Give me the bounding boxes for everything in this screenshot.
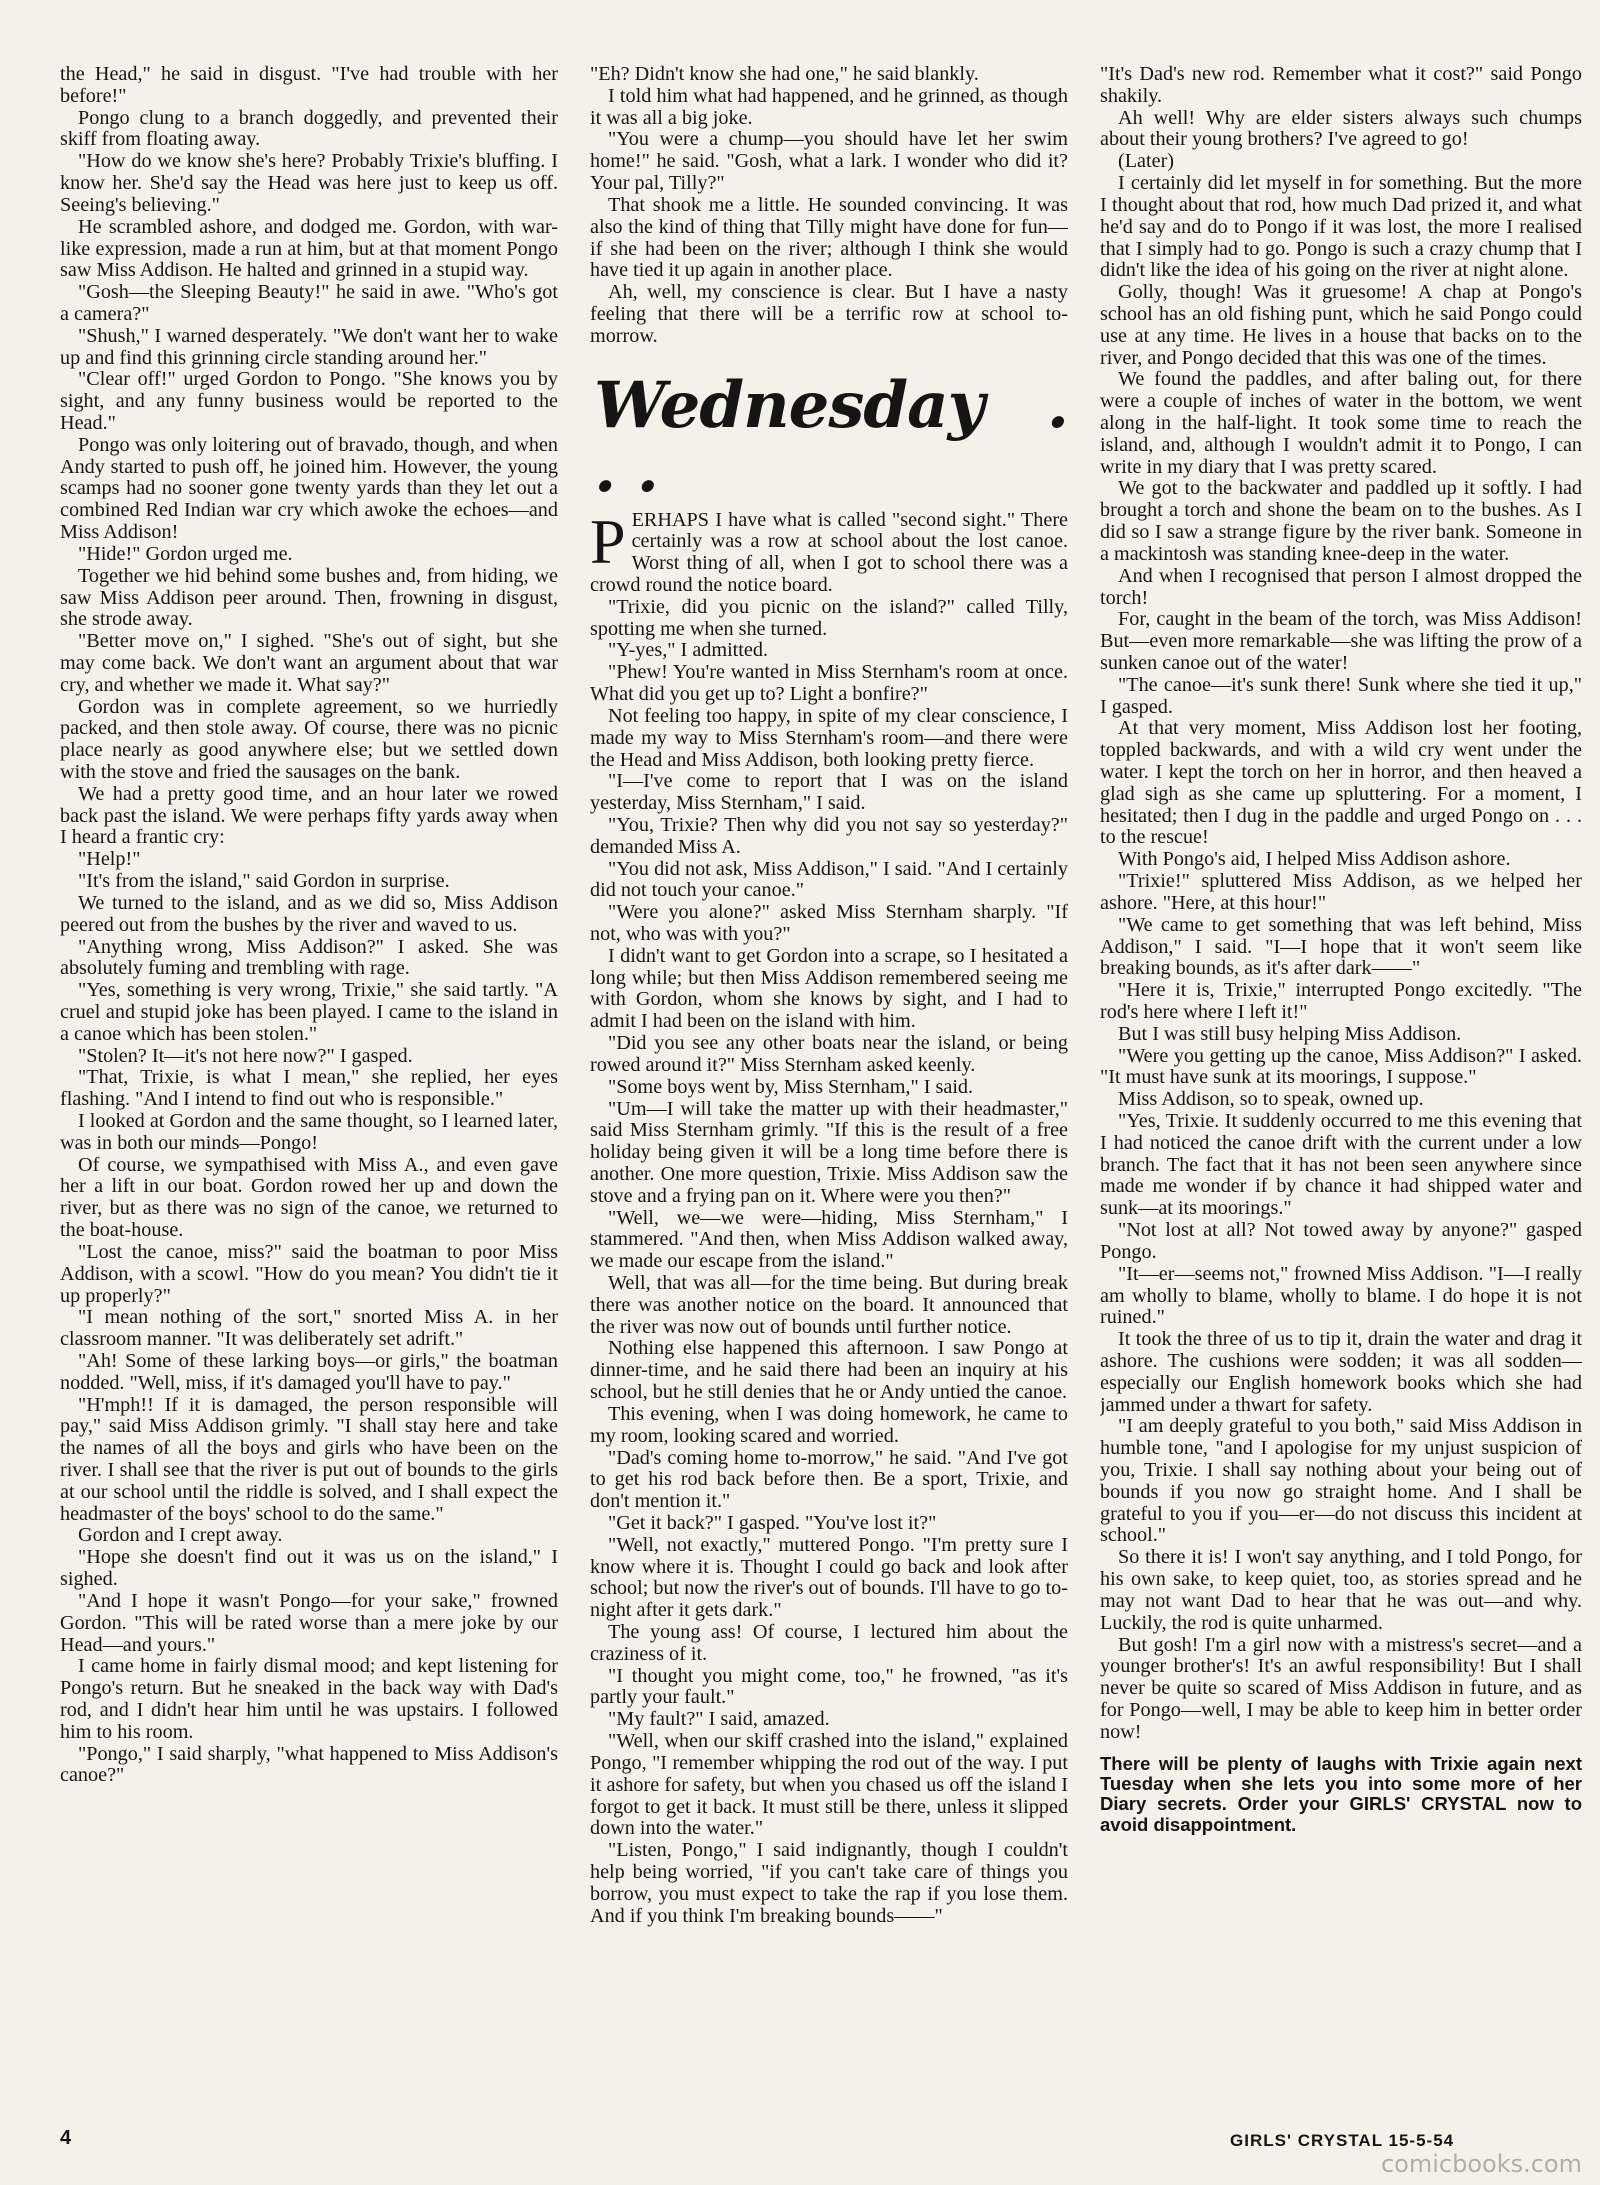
paragraph: Not feeling too happy, in spite of my clear conscience, I made my way to Miss Sternham's room—and there were the Head and Miss Addison, both looking pretty fierce. — [590, 704, 1068, 771]
paragraph: Ah, well, my conscience is clear. But I have a nasty feeling that there will be a terrific row at school to-morrow. — [590, 281, 1068, 347]
paragraph: "Stolen? It—it's not here now?" I gasped. — [78, 1044, 413, 1067]
paragraph: This evening, when I was doing homework, he came to my room, looking scared and worried. — [590, 1402, 1068, 1447]
paragraph: I came home in fairly dismal mood; and kept listening for Pongo's return. But he sneaked in the back way with Dad's rod, and I didn't hear him until he was upstairs. I followed him to his room. — [60, 1655, 558, 1743]
paragraph: That shook me a little. He sounded convincing. It was also the kind of thing that Tilly might have done for fun—if she had been on the river; although I think she would have tied it up again in another place. — [590, 193, 1068, 282]
paragraph: And when I recognised that person I almost dropped the torch! — [1100, 564, 1582, 609]
paragraph: "You did not ask, Miss Addison," I said. "And I certainly did not touch your canoe." — [590, 857, 1068, 902]
paragraph: "The canoe—it's sunk there! Sunk where she tied it up," I gasped. — [1100, 673, 1582, 718]
paragraph: "Gosh—the Sleeping Beauty!" he said in awe. "Who's got a camera?" — [60, 281, 558, 325]
paragraph: Well, that was all—for the time being. But during break there was another notice on the board. It announced that the river was now out of bounds until further notice. — [590, 1272, 1068, 1338]
paragraph: "Um—I will take the matter up with their headmaster," said Miss Sternham grimly. "If this is the result of a free holiday being given it will be a long time before there is another. One more question, Trixie. Miss Addison saw the stove and a frying pan on it. Where were you then?" — [590, 1097, 1068, 1207]
dropcap-letter: P — [590, 505, 626, 577]
paragraph: "I am deeply grateful to you both," said Miss Addison in humble tone, "and I apologise for my unjust suspicion of you, Trixie. I shall say nothing about your being out of bounds if you now go straight home. And I shall be grateful to you if you—er—do not discuss this incident at school." — [1100, 1415, 1582, 1547]
section-heading: Wednesday . . . — [594, 367, 1068, 507]
paragraph: But I was still busy helping Miss Addison. — [1118, 1022, 1462, 1045]
paragraph: "Some boys went by, Miss Sternham," I said. — [608, 1075, 974, 1098]
paragraph: Golly, though! Was it gruesome! A chap at Pongo's school has an old fishing punt, which he said Pongo could use at any time. He lives in a house that backs on to the river, and Pongo decided that this was one of the times. — [1100, 281, 1582, 369]
paragraph: "Hope she doesn't find out it was us on the island," I sighed. — [60, 1546, 558, 1591]
page-number: 4 — [60, 2127, 72, 2149]
paragraph: I certainly did let myself in for something. But the more I thought about that rod, how much Dad prized it, and what he'd say and do to Pongo if it was lost, the more I realised that I simply had to go. Pongo is such a crazy chump that I didn't like the idea of his going on the river at night alone. — [1100, 172, 1582, 282]
paragraph: "Trixie!" spluttered Miss Addison, as we helped her ashore. "Here, at this hour!" — [1100, 870, 1582, 914]
paragraph: "Get it back?" I gasped. "You've lost it?" — [608, 1511, 937, 1534]
paragraph: Nothing else happened this afternoon. I saw Pongo at dinner-time, and he said there had been an inquiry at his school, but he still denies that he or Andy untied the canoe. — [590, 1337, 1068, 1404]
paragraph: But gosh! I'm a girl now with a mistress's secret—and a younger brother's! It's an awful responsibility! But I shall never be quite so scared of Miss Addison in future, and as for Pongo—well, I may be able to keep him in better order now! — [1100, 1633, 1582, 1743]
paragraph: Miss Addison, so to speak, owned up. — [1118, 1088, 1424, 1111]
paragraph: "I mean nothing of the sort," snorted Miss A. in her classroom manner. "It was deliberately set adrift." — [60, 1306, 558, 1351]
paragraph: "Pongo," I said sharply, "what happened to Miss Addison's canoe?" — [60, 1742, 558, 1787]
site-watermark: comicbooks.com — [1380, 2150, 1582, 2178]
paragraph: "Yes, something is very wrong, Trixie," she said tartly. "A cruel and stupid joke has been played. I came to the island in a canoe which has been stolen." — [60, 979, 558, 1045]
paragraph: "Did you see any other boats near the island, or being rowed around it?" Miss Sternham asked keenly. — [590, 1032, 1068, 1076]
paragraph: For, caught in the beam of the torch, was Miss Addison! But—even more remarkable—she was lifting the prow of a sunken canoe out of the water! — [1100, 608, 1582, 674]
paragraph: "Well, we—we were—hiding, Miss Sternham," I stammered. "And then, when Miss Addison walked away, we made our escape from the island." — [590, 1206, 1068, 1273]
paragraph: Gordon and I crept away. — [78, 1524, 283, 1547]
paragraph: He scrambled ashore, and dodged me. Gordon, with war-like expression, made a run at him, but at that moment Pongo saw Miss Addison. He halted and grinned in a stupid way. — [60, 215, 558, 282]
paragraph: "H'mph!! If it is damaged, the person responsible will pay," said Miss Addison grimly. "I shall stay here and take the names of all the boys and girls who have been on the river. I shall see that the river is put out of bounds to the girls at our school until the riddle is solved, and I shall expect the headmaster of the boys' school to do the same." — [60, 1393, 558, 1525]
paragraph: "Shush," I warned desperately. "We don't want her to wake up and find this grinning circle standing around her." — [60, 324, 558, 369]
paragraph: Ah well! Why are elder sisters always such chumps about their young brothers? I've agreed to go! — [1100, 106, 1582, 151]
column-2 — [590, 64, 1068, 2103]
paragraph: "It—er—seems not," frowned Miss Addison. "I—I really am wholly to blame, wholly to blame. I do hope it is not ruined." — [1100, 1262, 1582, 1329]
column-2-top-text — [590, 64, 1068, 348]
paragraph: "Here it is, Trixie," interrupted Pongo excitedly. "The rod's here where I left it!" — [1100, 979, 1582, 1023]
paragraph: "Anything wrong, Miss Addison?" I asked. She was absolutely fuming and trembling with rage. — [60, 935, 558, 980]
paragraph: Pongo was only loitering out of bravado, though, and when Andy started to push off, he joined him. However, the young scamps had no sooner gone twenty yards than they let out a combined Red Indian war cry which awoke the echoes—and Miss Addison! — [60, 433, 558, 544]
paragraph: The young ass! Of course, I lectured him about the craziness of it. — [590, 1621, 1068, 1665]
paragraph: Pongo clung to a branch doggedly, and prevented their skiff from floating away. — [60, 106, 558, 151]
paragraph: At that very moment, Miss Addison lost her footing, toppled backwards, and with a wild cry went under the water. I kept the torch on her in horror, and then heaved a glad sigh as she came up spluttering. For a moment, I hesitated; then I dug in the paddle and urged Pongo on . . . to the rescue! — [1100, 717, 1582, 849]
paragraph: With Pongo's aid, I helped Miss Addison ashore. — [1118, 848, 1511, 871]
paragraph: Together we hid behind some bushes and, from hiding, we saw Miss Addison peer around. Then, frowning in disgust, she strode away. — [60, 564, 558, 631]
paragraph: "Better move on," I sighed. "She's out of sight, but she may come back. We don't want an argument about that war cry, and whether we made it. What say?" — [60, 630, 558, 696]
paragraph: "Yes, Trixie. It suddenly occurred to me this evening that I had noticed the canoe drift with the current under a low branch. The fact that it has not been seen anywhere since made me wonder if by chance it had shipped water and sunk—at its moorings." — [1100, 1110, 1582, 1220]
paragraph: "Were you getting up the canoe, Miss Addison?" I asked. "It must have sunk at its moorings, I suppose." — [1100, 1044, 1582, 1089]
paragraph: "We came to get something that was left behind, Miss Addison," I said. "I—I hope that it won't seem like breaking bounds, as it's after dark——" — [1100, 913, 1582, 980]
paragraph: "Were you alone?" asked Miss Sternham sharply. "If not, who was with you?" — [590, 901, 1068, 945]
paragraph: "Phew! You're wanted in Miss Sternham's room at once. What did you get up to? Light a bonfire?" — [590, 661, 1068, 706]
paragraph: "I—I've come to report that I was on the island yesterday, Miss Sternham," I said. — [590, 770, 1068, 815]
column-3-text — [1100, 64, 1582, 1744]
paragraph: We had a pretty good time, and an hour later we rowed back past the island. We were perhaps fifty yards away when I heard a frantic cry: — [60, 782, 558, 849]
paragraph: "And I hope it wasn't Pongo—for your sake," frowned Gordon. "This will be rated worse than a mere joke by our Head—and yours." — [60, 1589, 558, 1656]
paragraph: So there it is! I won't say anything, and I told Pongo, for his own sake, to keep quiet, too, as stories spread and he may not want Dad to hear that he was out—and why. Luckily, the rod is quite unharmed. — [1100, 1546, 1582, 1634]
column-1 — [60, 64, 558, 2103]
paragraph: "Hide!" Gordon urged me. — [78, 542, 293, 565]
paragraph: Gordon was in complete agreement, so we hurriedly packed, and then stole away. Of course, there was no picnic place nearly as good anywhere else; but we settled down with the stove and fried the sausages on the bank. — [60, 695, 558, 783]
paragraph: "Well, when our skiff crashed into the island," explained Pongo, "I remember whipping the rod out of the way. I put it ashore for safety, but when you chased us off the island I forgot to get it back. It must still be there, unless it slipped down into the water." — [590, 1730, 1068, 1840]
paragraph: the Head," he said in disgust. "I've had trouble with her before!" — [60, 64, 558, 107]
paragraph: "That, Trixie, is what I mean," she replied, her eyes flashing. "And I intend to find out who is responsible." — [60, 1066, 558, 1111]
paragraph: "Eh? Didn't know she had one," he said blankly. — [590, 64, 979, 85]
paragraph: I told him what had happened, and he grinned, as though it was all a big joke. — [590, 84, 1068, 129]
paragraph: Of course, we sympathised with Miss A., and even gave her a lift in our boat. Gordon rowed her up and down the river, but as there was no sign of the canoe, we returned to the boat-house. — [60, 1153, 558, 1242]
paragraph: It took the three of us to tip it, drain the water and drag it ashore. The cushions were sodden; it was all sodden—especially our English homework books which she had jammed under a thwart for safety. — [1100, 1328, 1582, 1416]
column-2-bottom-text — [590, 597, 1068, 1928]
paragraph: "Y-yes," I admitted. — [608, 639, 769, 662]
paragraph: "Trixie, did you picnic on the island?" called Tilly, spotting me when she turned. — [590, 595, 1068, 640]
paragraph: (Later) — [1118, 150, 1175, 173]
column-3 — [1100, 64, 1582, 2103]
paragraph: We got to the backwater and paddled up it softly. I had brought a torch and shone the beam on to the bushes. As I did so I saw a strange figure by the river bank. Someone in a mackintosh was standing knee-deep in the water. — [1100, 477, 1582, 565]
paragraph: "How do we know she's here? Probably Trixie's bluffing. I know her. She'd say the Head was here just to keep us off. Seeing's believing." — [60, 150, 558, 216]
dropcap-paragraph — [590, 505, 1068, 597]
paragraph: "I thought you might come, too," he frowned, "as it's partly your fault." — [590, 1664, 1068, 1709]
paragraph: "My fault?" I said, amazed. — [608, 1708, 830, 1731]
paragraph: We turned to the island, and as we did so, Miss Addison peered out from the bushes by the river and waved to us. — [60, 891, 558, 936]
paragraph: "Help!" — [78, 848, 141, 871]
paragraph: We found the paddles, and after baling out, for there were a couple of inches of water in the bottom, we went along in the half-light. It took some time to reach the island, and, although I wouldn't admit it to Pongo, I can write in my diary that I was pretty scared. — [1100, 368, 1582, 478]
paragraph: "Well, not exactly," muttered Pongo. "I'm pretty sure I know where it is. Thought I could go back and look after school; but now the river's out of bounds. I'll have to go to-night after it gets dark." — [590, 1533, 1068, 1622]
paragraph: "Listen, Pongo," I said indignantly, though I couldn't help being worried, "if you can't take care of things you borrow, you must expect to take the rap if you lose them. And if you think I'm breaking bounds——" — [590, 1839, 1068, 1927]
paragraph: "It's from the island," said Gordon in surprise. — [78, 870, 450, 893]
paragraph: I didn't want to get Gordon into a scrape, so I hesitated a long while; but then Miss Addison remembered seeing me with Gordon, whom she knows by sight, and I had to admit I had been on the island with him. — [590, 944, 1068, 1033]
paragraph: "You, Trixie? Then why did you not say so yesterday?" demanded Miss A. — [590, 813, 1068, 858]
paragraph: "Ah! Some of these larking boys—or girls," the boatman nodded. "Well, miss, if it's damaged you'll have to pay." — [60, 1349, 558, 1394]
paragraph: I looked at Gordon and the same thought, so I learned later, was in both our minds—Pongo! — [60, 1110, 558, 1154]
paragraph: "You were a chump—you should have let her swim home!" he said. "Gosh, what a lark. I wonder who did it? Your pal, Tilly?" — [590, 128, 1068, 195]
paragraph: "Dad's coming home to-morrow," he said. "And I've got to get his rod back before then. Be a sport, Trixie, and don't mention it." — [590, 1446, 1068, 1513]
dropcap-paragraph-text: ERHAPS I have what is called "second sight." There certainly was a row at school about the lost canoe. Worst thing of all, when I got to school there was a crowd round the notice board. — [590, 508, 1068, 596]
paragraph: "It's Dad's new rod. Remember what it cost?" said Pongo shakily. — [1100, 64, 1582, 107]
paragraph: "Lost the canoe, miss?" said the boatman to poor Miss Addison, with a scowl. "How do you mean? You didn't tie it up properly?" — [60, 1240, 558, 1307]
paragraph: "Not lost at all? Not towed away by anyone?" gasped Pongo. — [1100, 1219, 1582, 1263]
paragraph: "Clear off!" urged Gordon to Pongo. "She knows you by sight, and any funny business would be reported to the Head." — [60, 368, 558, 434]
next-issue-teaser: There will be plenty of laughs with Trixie again next Tuesday when she lets you into some more of her Diary secrets. Order your GIRLS' CRYSTAL now to avoid disappointment. — [1100, 1752, 1582, 1835]
magazine-footer: GIRLS' CRYSTAL 15-5-54 — [1230, 2131, 1455, 2150]
